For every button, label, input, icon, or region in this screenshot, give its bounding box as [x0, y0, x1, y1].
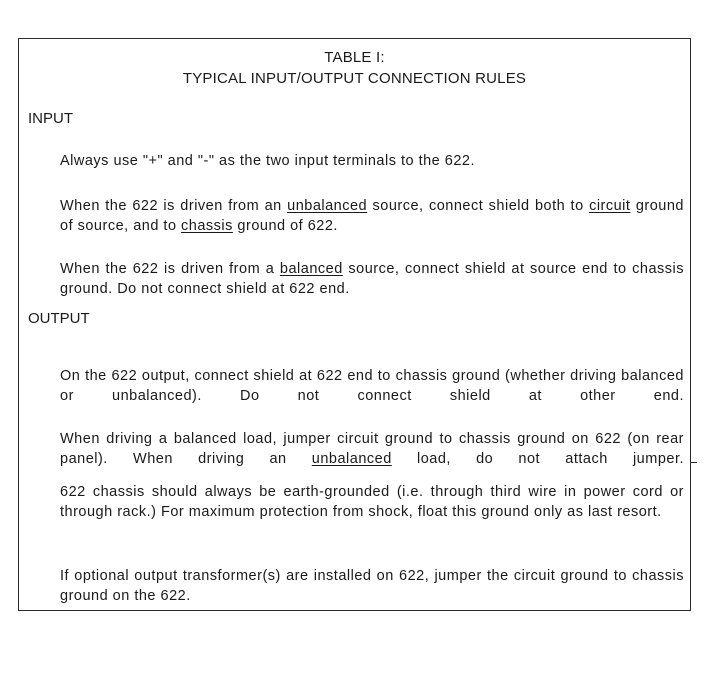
text-run: When driving a balanced load, jumper circuit ground to chassis ground on 622 (on rear panel). When driving an — [60, 431, 684, 467]
text-run: source, connect shield at source end to chassis ground. Do not connect shield at 622 end. — [60, 261, 684, 297]
text-run: source, connect shield both to — [367, 198, 590, 214]
input-rule-unbalanced — [60, 196, 684, 236]
underlined-term: unbalanced — [287, 198, 368, 214]
underlined-term: chassis — [181, 218, 233, 234]
text-run: load, do not attach jumper. — [391, 451, 684, 467]
table-title: TYPICAL INPUT/OUTPUT CONNECTION RULES — [182, 70, 527, 87]
output-rule-shield: On the 622 output, connect shield at 622 end to chassis ground (whether driving balanced or unbalanced). Do not connect shield at other end. — [60, 368, 684, 404]
text-run: When the 622 is driven from a — [60, 261, 280, 277]
text-run: ground of source, and to — [60, 198, 684, 234]
text-run: ground of 622. — [232, 218, 338, 234]
text-run: When the 622 is driven from an — [60, 198, 288, 214]
output-rule-transformer: If optional output transformer(s) are installed on 622, jumper the circuit ground to chassis ground on the 622. — [60, 568, 684, 604]
output-heading: OUTPUT — [28, 310, 90, 327]
underlined-term: balanced — [279, 261, 343, 277]
input-rule-balanced — [60, 259, 684, 299]
input-heading: INPUT — [28, 110, 73, 127]
table-number: TABLE I: — [324, 49, 385, 66]
underlined-term: unbalanced — [311, 451, 392, 467]
output-rule-jumper — [60, 429, 684, 469]
input-rule-terminals: Always use "+" and "-" as the two input terminals to the 622. — [60, 153, 475, 169]
output-rule-earth-ground: 622 chassis should always be earth-grounded (i.e. through third wire in power cord or through rack.) For maximum protection from shock, float this ground only as last resort. — [60, 484, 684, 520]
border-tick-mark — [690, 462, 697, 463]
underlined-term: circuit — [589, 198, 631, 214]
connection-rules-table — [18, 38, 691, 611]
